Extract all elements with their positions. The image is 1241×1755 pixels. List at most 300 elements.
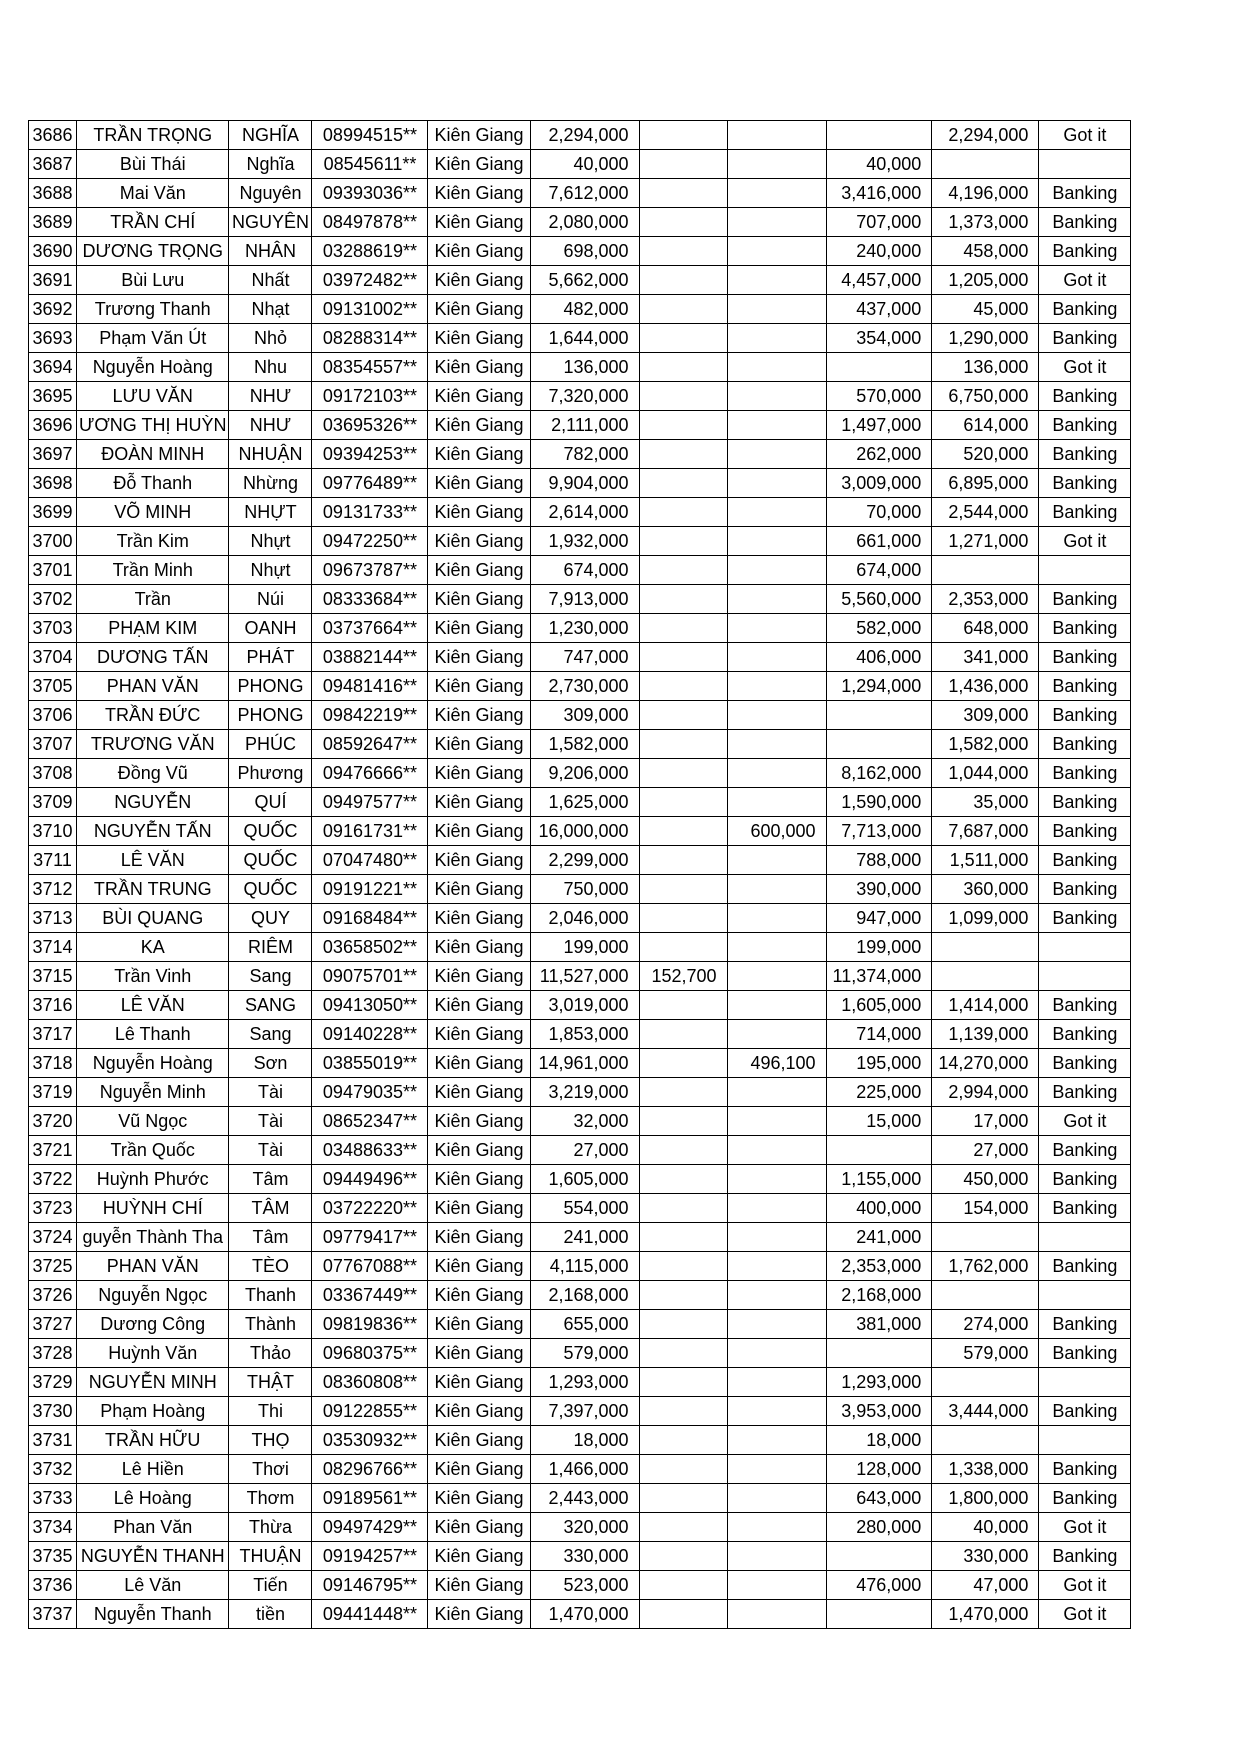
phone-number: 09819836**	[312, 1310, 428, 1339]
table-row	[29, 1397, 1131, 1426]
province: Kiên Giang	[428, 440, 530, 469]
phone-number: 09842219**	[312, 701, 428, 730]
table-row	[29, 904, 1131, 933]
table-row	[29, 1252, 1131, 1281]
province: Kiên Giang	[428, 556, 530, 585]
amount-col-1	[639, 527, 727, 556]
table-row	[29, 933, 1131, 962]
province: Kiên Giang	[428, 846, 530, 875]
payment-status: Banking	[1039, 1020, 1131, 1049]
province: Kiên Giang	[428, 411, 530, 440]
table-row	[29, 1484, 1131, 1513]
first-name: Núi	[229, 585, 312, 614]
first-name: NHƯ	[229, 382, 312, 411]
amount-col-1	[639, 237, 727, 266]
amount-col-2	[727, 208, 826, 237]
total-amount: 27,000	[530, 1136, 639, 1165]
row-number: 3687	[29, 150, 77, 179]
phone-number: 08592647**	[312, 730, 428, 759]
first-name: Thơm	[229, 1484, 312, 1513]
amount-col-3: 2,168,000	[826, 1281, 932, 1310]
total-amount: 330,000	[530, 1542, 639, 1571]
total-amount: 309,000	[530, 701, 639, 730]
amount-col-4: 1,139,000	[932, 1020, 1039, 1049]
province: Kiên Giang	[428, 1339, 530, 1368]
phone-number: 09449496**	[312, 1165, 428, 1194]
row-number: 3734	[29, 1513, 77, 1542]
amount-col-1	[639, 672, 727, 701]
row-number: 3686	[29, 121, 77, 150]
last-name: Nguyễn Minh	[77, 1078, 229, 1107]
last-name: Đỗ Thanh	[77, 469, 229, 498]
total-amount: 782,000	[530, 440, 639, 469]
amount-col-1	[639, 701, 727, 730]
total-amount: 16,000,000	[530, 817, 639, 846]
row-number: 3707	[29, 730, 77, 759]
amount-col-3: 437,000	[826, 295, 932, 324]
payment-status: Banking	[1039, 179, 1131, 208]
phone-number: 08994515**	[312, 121, 428, 150]
amount-col-1	[639, 1368, 727, 1397]
phone-number: 03695326**	[312, 411, 428, 440]
province: Kiên Giang	[428, 672, 530, 701]
table-row	[29, 817, 1131, 846]
province: Kiên Giang	[428, 295, 530, 324]
first-name: Tâm	[229, 1165, 312, 1194]
payment-status: Banking	[1039, 1542, 1131, 1571]
amount-col-2	[727, 1223, 826, 1252]
province: Kiên Giang	[428, 382, 530, 411]
amount-col-2	[727, 440, 826, 469]
row-number: 3714	[29, 933, 77, 962]
row-number: 3718	[29, 1049, 77, 1078]
amount-col-1	[639, 904, 727, 933]
row-number: 3726	[29, 1281, 77, 1310]
amount-col-2	[727, 1455, 826, 1484]
payment-status: Banking	[1039, 1455, 1131, 1484]
first-name: NHÂN	[229, 237, 312, 266]
payment-status: Banking	[1039, 1194, 1131, 1223]
amount-col-4	[932, 1281, 1039, 1310]
amount-col-2	[727, 1310, 826, 1339]
total-amount: 40,000	[530, 150, 639, 179]
amount-col-3: 354,000	[826, 324, 932, 353]
total-amount: 2,046,000	[530, 904, 639, 933]
payment-status: Banking	[1039, 1078, 1131, 1107]
amount-col-3	[826, 121, 932, 150]
amount-col-1	[639, 1397, 727, 1426]
amount-col-1	[639, 266, 727, 295]
first-name: NHUẬN	[229, 440, 312, 469]
row-number: 3735	[29, 1542, 77, 1571]
amount-col-3: 7,713,000	[826, 817, 932, 846]
first-name: THỌ	[229, 1426, 312, 1455]
total-amount: 1,605,000	[530, 1165, 639, 1194]
row-number: 3694	[29, 353, 77, 382]
last-name: Lê Thanh	[77, 1020, 229, 1049]
phone-number: 09479035**	[312, 1078, 428, 1107]
table-row	[29, 1513, 1131, 1542]
province: Kiên Giang	[428, 121, 530, 150]
table-row	[29, 324, 1131, 353]
province: Kiên Giang	[428, 150, 530, 179]
row-number: 3690	[29, 237, 77, 266]
last-name: Nguyễn Hoàng	[77, 353, 229, 382]
payment-status	[1039, 1426, 1131, 1455]
amount-col-2	[727, 1542, 826, 1571]
province: Kiên Giang	[428, 643, 530, 672]
first-name: Nguyên	[229, 179, 312, 208]
table-row	[29, 643, 1131, 672]
province: Kiên Giang	[428, 1281, 530, 1310]
amount-col-3: 788,000	[826, 846, 932, 875]
province: Kiên Giang	[428, 1136, 530, 1165]
amount-col-1	[639, 1571, 727, 1600]
first-name: tiền	[229, 1600, 312, 1629]
province: Kiên Giang	[428, 1484, 530, 1513]
amount-col-3: 3,416,000	[826, 179, 932, 208]
amount-col-1	[639, 1339, 727, 1368]
amount-col-2	[727, 1165, 826, 1194]
row-number: 3701	[29, 556, 77, 585]
total-amount: 2,614,000	[530, 498, 639, 527]
payment-status	[1039, 150, 1131, 179]
first-name: Nghĩa	[229, 150, 312, 179]
last-name: Phạm Văn Út	[77, 324, 229, 353]
last-name: PHẠM KIM	[77, 614, 229, 643]
table-row	[29, 614, 1131, 643]
table-row	[29, 1368, 1131, 1397]
amount-col-4: 1,099,000	[932, 904, 1039, 933]
province: Kiên Giang	[428, 1020, 530, 1049]
total-amount: 320,000	[530, 1513, 639, 1542]
row-number: 3717	[29, 1020, 77, 1049]
amount-col-3	[826, 730, 932, 759]
total-amount: 2,299,000	[530, 846, 639, 875]
amount-col-1	[639, 1252, 727, 1281]
province: Kiên Giang	[428, 933, 530, 962]
table-row	[29, 1136, 1131, 1165]
first-name: Tâm	[229, 1223, 312, 1252]
payment-status: Banking	[1039, 875, 1131, 904]
total-amount: 11,527,000	[530, 962, 639, 991]
amount-col-1	[639, 1426, 727, 1455]
phone-number: 03288619**	[312, 237, 428, 266]
province: Kiên Giang	[428, 788, 530, 817]
payment-status	[1039, 1223, 1131, 1252]
first-name: Nhựt	[229, 527, 312, 556]
total-amount: 2,294,000	[530, 121, 639, 150]
payment-status: Got it	[1039, 1571, 1131, 1600]
payment-status: Got it	[1039, 1513, 1131, 1542]
table-row	[29, 1078, 1131, 1107]
first-name: QUÍ	[229, 788, 312, 817]
row-number: 3725	[29, 1252, 77, 1281]
first-name: QUY	[229, 904, 312, 933]
total-amount: 747,000	[530, 643, 639, 672]
province: Kiên Giang	[428, 1426, 530, 1455]
phone-number: 03855019**	[312, 1049, 428, 1078]
row-number: 3704	[29, 643, 77, 672]
province: Kiên Giang	[428, 179, 530, 208]
table-row	[29, 1600, 1131, 1629]
table-row	[29, 1455, 1131, 1484]
phone-number: 08288314**	[312, 324, 428, 353]
first-name: RIÊM	[229, 933, 312, 962]
amount-col-3: 476,000	[826, 1571, 932, 1600]
row-number: 3715	[29, 962, 77, 991]
phone-number: 09131733**	[312, 498, 428, 527]
amount-col-1	[639, 643, 727, 672]
amount-col-4: 1,414,000	[932, 991, 1039, 1020]
last-name: Lê Hoàng	[77, 1484, 229, 1513]
amount-col-3: 406,000	[826, 643, 932, 672]
amount-col-3: 400,000	[826, 1194, 932, 1223]
phone-number: 08497878**	[312, 208, 428, 237]
first-name: QUỐC	[229, 846, 312, 875]
payment-status: Banking	[1039, 846, 1131, 875]
table-row	[29, 440, 1131, 469]
table-row	[29, 846, 1131, 875]
total-amount: 7,320,000	[530, 382, 639, 411]
payment-status: Banking	[1039, 469, 1131, 498]
amount-col-2	[727, 759, 826, 788]
amount-col-1	[639, 1223, 727, 1252]
last-name: TRẦN ĐỨC	[77, 701, 229, 730]
amount-col-3: 707,000	[826, 208, 932, 237]
table-row	[29, 121, 1131, 150]
total-amount: 14,961,000	[530, 1049, 639, 1078]
last-name: Bùi Thái	[77, 150, 229, 179]
amount-col-4: 1,373,000	[932, 208, 1039, 237]
row-number: 3727	[29, 1310, 77, 1339]
phone-number: 09680375**	[312, 1339, 428, 1368]
amount-col-4: 458,000	[932, 237, 1039, 266]
amount-col-3: 241,000	[826, 1223, 932, 1252]
last-name: TRẦN TRỌNG	[77, 121, 229, 150]
row-number: 3689	[29, 208, 77, 237]
amount-col-4	[932, 1426, 1039, 1455]
amount-col-3: 1,590,000	[826, 788, 932, 817]
amount-col-2	[727, 150, 826, 179]
province: Kiên Giang	[428, 1542, 530, 1571]
total-amount: 136,000	[530, 353, 639, 382]
table-row	[29, 788, 1131, 817]
last-name: BÙI QUANG	[77, 904, 229, 933]
row-number: 3692	[29, 295, 77, 324]
last-name: VÕ MINH	[77, 498, 229, 527]
first-name: Phương	[229, 759, 312, 788]
province: Kiên Giang	[428, 1310, 530, 1339]
total-amount: 1,293,000	[530, 1368, 639, 1397]
amount-col-4: 1,800,000	[932, 1484, 1039, 1513]
amount-col-2	[727, 788, 826, 817]
amount-col-4: 1,511,000	[932, 846, 1039, 875]
last-name: Dương Công	[77, 1310, 229, 1339]
row-number: 3723	[29, 1194, 77, 1223]
payment-status: Banking	[1039, 1252, 1131, 1281]
payment-status: Banking	[1039, 730, 1131, 759]
first-name: Thi	[229, 1397, 312, 1426]
amount-col-2	[727, 1368, 826, 1397]
last-name: PHAN VĂN	[77, 1252, 229, 1281]
first-name: Thanh	[229, 1281, 312, 1310]
last-name: Trần	[77, 585, 229, 614]
amount-col-3: 1,605,000	[826, 991, 932, 1020]
last-name: TRẦN HỮU	[77, 1426, 229, 1455]
province: Kiên Giang	[428, 469, 530, 498]
province: Kiên Giang	[428, 1107, 530, 1136]
amount-col-1	[639, 991, 727, 1020]
total-amount: 1,625,000	[530, 788, 639, 817]
last-name: guyễn Thành Tha	[77, 1223, 229, 1252]
phone-number: 07767088**	[312, 1252, 428, 1281]
table-row	[29, 1310, 1131, 1339]
first-name: QUỐC	[229, 875, 312, 904]
row-number: 3728	[29, 1339, 77, 1368]
amount-col-4: 1,271,000	[932, 527, 1039, 556]
table-row	[29, 1049, 1131, 1078]
phone-number: 09191221**	[312, 875, 428, 904]
amount-col-1	[639, 353, 727, 382]
amount-col-1	[639, 1281, 727, 1310]
amount-col-1	[639, 788, 727, 817]
amount-col-3: 390,000	[826, 875, 932, 904]
payment-status	[1039, 933, 1131, 962]
payment-status: Banking	[1039, 1397, 1131, 1426]
table-row	[29, 295, 1131, 324]
phone-number: 03972482**	[312, 266, 428, 295]
amount-col-1	[639, 614, 727, 643]
payment-status: Got it	[1039, 266, 1131, 295]
row-number: 3708	[29, 759, 77, 788]
amount-col-3: 947,000	[826, 904, 932, 933]
table-row	[29, 672, 1131, 701]
first-name: Thừa	[229, 1513, 312, 1542]
amount-col-3: 1,497,000	[826, 411, 932, 440]
row-number: 3691	[29, 266, 77, 295]
table-row	[29, 1426, 1131, 1455]
last-name: Đồng Vũ	[77, 759, 229, 788]
amount-col-3: 1,294,000	[826, 672, 932, 701]
last-name: LƯU VĂN	[77, 382, 229, 411]
first-name: PHONG	[229, 701, 312, 730]
amount-col-2	[727, 1281, 826, 1310]
amount-col-2	[727, 701, 826, 730]
amount-col-4: 45,000	[932, 295, 1039, 324]
amount-col-4: 1,582,000	[932, 730, 1039, 759]
total-amount: 3,019,000	[530, 991, 639, 1020]
total-amount: 554,000	[530, 1194, 639, 1223]
amount-col-2	[727, 1078, 826, 1107]
amount-col-1	[639, 1078, 727, 1107]
table-row	[29, 1107, 1131, 1136]
amount-col-4: 154,000	[932, 1194, 1039, 1223]
first-name: THẬT	[229, 1368, 312, 1397]
row-number: 3705	[29, 672, 77, 701]
province: Kiên Giang	[428, 904, 530, 933]
province: Kiên Giang	[428, 237, 530, 266]
amount-col-2	[727, 904, 826, 933]
payment-status: Got it	[1039, 1107, 1131, 1136]
row-number: 3709	[29, 788, 77, 817]
amount-col-2	[727, 469, 826, 498]
phone-number: 08652347**	[312, 1107, 428, 1136]
amount-col-3: 280,000	[826, 1513, 932, 1542]
amount-col-3: 18,000	[826, 1426, 932, 1455]
amount-col-3: 8,162,000	[826, 759, 932, 788]
row-number: 3702	[29, 585, 77, 614]
amount-col-4: 274,000	[932, 1310, 1039, 1339]
table-row	[29, 1194, 1131, 1223]
row-number: 3695	[29, 382, 77, 411]
amount-col-2	[727, 585, 826, 614]
phone-number: 08354557**	[312, 353, 428, 382]
amount-col-1	[639, 933, 727, 962]
province: Kiên Giang	[428, 1165, 530, 1194]
total-amount: 5,662,000	[530, 266, 639, 295]
first-name: Nhạt	[229, 295, 312, 324]
table-row	[29, 1571, 1131, 1600]
total-amount: 482,000	[530, 295, 639, 324]
payment-status	[1039, 1368, 1131, 1397]
phone-number: 09413050**	[312, 991, 428, 1020]
province: Kiên Giang	[428, 585, 530, 614]
phone-number: 08333684**	[312, 585, 428, 614]
amount-col-1	[639, 1049, 727, 1078]
first-name: Thảo	[229, 1339, 312, 1368]
first-name: NGHĨA	[229, 121, 312, 150]
amount-col-2	[727, 991, 826, 1020]
province: Kiên Giang	[428, 817, 530, 846]
row-number: 3700	[29, 527, 77, 556]
phone-number: 08360808**	[312, 1368, 428, 1397]
province: Kiên Giang	[428, 701, 530, 730]
amount-col-4: 648,000	[932, 614, 1039, 643]
province: Kiên Giang	[428, 1513, 530, 1542]
amount-col-4: 1,338,000	[932, 1455, 1039, 1484]
province: Kiên Giang	[428, 266, 530, 295]
amount-col-3: 2,353,000	[826, 1252, 932, 1281]
amount-col-3: 582,000	[826, 614, 932, 643]
payment-status: Banking	[1039, 1136, 1131, 1165]
amount-col-4: 330,000	[932, 1542, 1039, 1571]
amount-col-4: 1,044,000	[932, 759, 1039, 788]
amount-col-4: 40,000	[932, 1513, 1039, 1542]
province: Kiên Giang	[428, 1223, 530, 1252]
amount-col-4: 17,000	[932, 1107, 1039, 1136]
last-name: PHAN VĂN	[77, 672, 229, 701]
province: Kiên Giang	[428, 324, 530, 353]
payment-status: Banking	[1039, 904, 1131, 933]
last-name: Lê Văn	[77, 1571, 229, 1600]
amount-col-4: 3,444,000	[932, 1397, 1039, 1426]
amount-col-4: 6,895,000	[932, 469, 1039, 498]
amount-col-1	[639, 295, 727, 324]
amount-col-4: 520,000	[932, 440, 1039, 469]
last-name: Nguyễn Ngọc	[77, 1281, 229, 1310]
last-name: Vũ Ngọc	[77, 1107, 229, 1136]
payment-status: Banking	[1039, 817, 1131, 846]
last-name: ƯƠNG THỊ HUỲN	[77, 411, 229, 440]
row-number: 3688	[29, 179, 77, 208]
payment-status: Banking	[1039, 498, 1131, 527]
amount-col-3: 195,000	[826, 1049, 932, 1078]
amount-col-2	[727, 962, 826, 991]
phone-number: 09673787**	[312, 556, 428, 585]
payment-status: Got it	[1039, 527, 1131, 556]
last-name: LÊ VĂN	[77, 846, 229, 875]
